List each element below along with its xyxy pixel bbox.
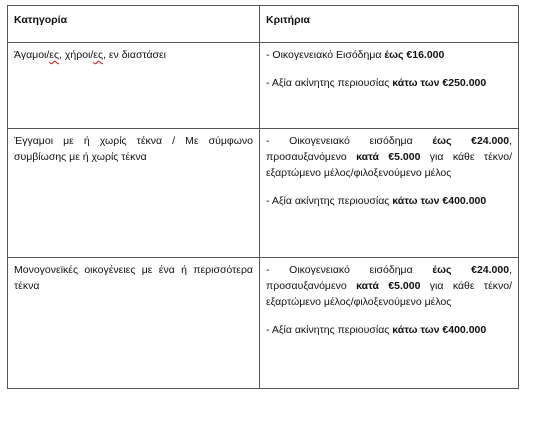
header-criteria: Κριτήρια	[260, 6, 519, 43]
criteria-table	[7, 5, 519, 389]
category-text: Έγγαμοι με ή χωρίς τέκνα / Με σύμφωνο συμβίωσης με ή χωρίς τέκνα	[14, 135, 253, 163]
property-criterion: - Αξία ακίνητης περιουσίας κάτω των €400.000	[266, 324, 487, 336]
header-category: Κατηγορία	[8, 6, 260, 43]
income-criterion: - Οικογενειακό Εισόδημα έως €16.000	[266, 49, 445, 61]
spelling-flag: ες	[93, 49, 104, 61]
income-criterion: - Οικογενειακό εισόδημα έως €24.000, προσαυξανόμενο κατά €5.000 για κάθε τέκνο/εξαρτώμενο μέλος/φιλοξενούμενο μέλος	[266, 135, 513, 179]
property-criterion: - Αξία ακίνητης περιουσίας κάτω των €400.000	[266, 195, 487, 207]
category-text: Μονογονεϊκές οικογένειες με ένα ή περισσότερα τέκνα	[14, 264, 253, 292]
category-cell	[8, 43, 260, 129]
criteria-cell	[260, 258, 519, 389]
table-row	[8, 43, 519, 129]
category-cell	[8, 129, 260, 258]
category-text: Άγαμοι/ες, χήροι/ες, εν διαστάσει	[14, 49, 167, 61]
income-criterion: - Οικογενειακό εισόδημα έως €24.000, προσαυξανόμενο κατά €5.000 για κάθε τέκνο/εξαρτώμενο μέλος/φιλοξενούμενο μέλος	[266, 264, 513, 308]
criteria-cell	[260, 43, 519, 129]
category-cell	[8, 258, 260, 389]
table-row	[8, 129, 519, 258]
table-header-row	[8, 6, 519, 43]
criteria-cell	[260, 129, 519, 258]
spelling-flag: ες	[49, 49, 60, 61]
table-row	[8, 258, 519, 389]
property-criterion: - Αξία ακίνητης περιουσίας κάτω των €250.000	[266, 77, 487, 89]
